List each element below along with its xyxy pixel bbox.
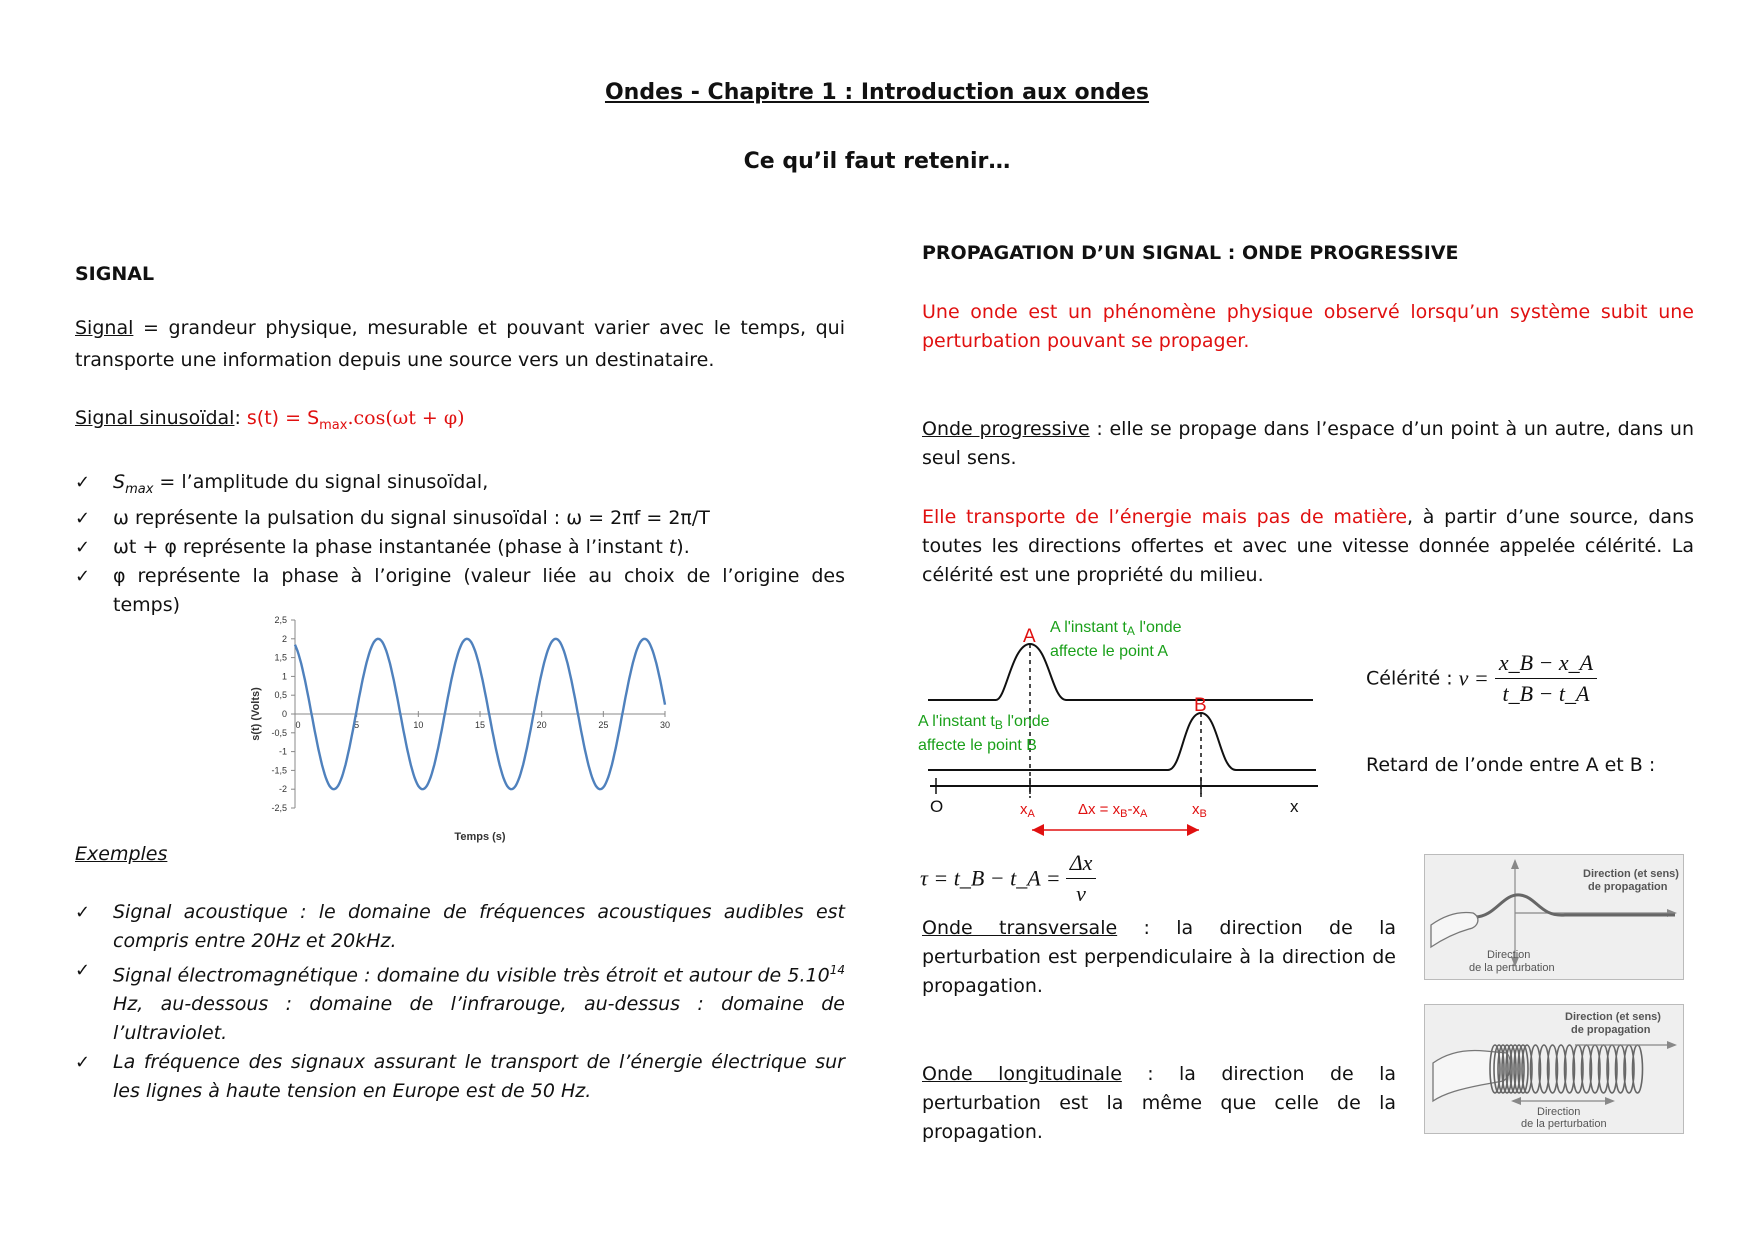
- examples-heading: [75, 838, 167, 870]
- page-title: Ondes - Chapitre 1 : Introduction aux ondes: [604, 80, 1150, 105]
- fig2-dir-prop-1: Direction (et sens): [1565, 1011, 1661, 1023]
- chart-x-tick-label: 30: [659, 720, 671, 730]
- propagation-diagram: [918, 608, 1338, 838]
- bullet-amplitude-var: S: [113, 471, 126, 493]
- chart-y-tick-label: 2: [281, 633, 287, 644]
- chart-y-tick-label: 0: [281, 709, 287, 719]
- chart-y-tick-label: -2: [278, 784, 287, 795]
- celerite-fraction: [1495, 650, 1597, 707]
- chart-x-tick-label: 5: [354, 720, 360, 730]
- formula-part-b: .cos(ωt + φ): [347, 407, 465, 429]
- chart-y-tick-label: -2,5: [271, 803, 287, 813]
- note-b-line2: affecte le point B: [918, 737, 1037, 754]
- chart-y-tick-label: 1: [281, 671, 287, 682]
- formula-sub: max: [319, 417, 348, 433]
- fig2-dir-pert-2: de la perturbation: [1521, 1118, 1607, 1130]
- fig1-dir-pert-2: de la perturbation: [1469, 962, 1555, 974]
- bullet-amplitude: [75, 468, 845, 504]
- onde-definition: Une onde est un phénomène physique observé lorsqu’un système subit une perturbation pouvant se propager.: [922, 301, 1694, 352]
- bullet-phase-t: t: [668, 535, 677, 558]
- celerite-denominator: t_B − t_A: [1502, 681, 1590, 706]
- fig2-prop-arrow: [1667, 1041, 1677, 1049]
- bullet-phase-b: ).: [676, 535, 690, 558]
- fig1-dir-pert-1: Direction: [1487, 949, 1531, 961]
- onde-progressive: [922, 415, 1694, 473]
- tau-formula: [920, 850, 1096, 907]
- example-acoustic: ✓ Signal acoustique : le domaine de fréquences acoustiques audibles est compris entre 20Hz et 20kHz.: [75, 898, 845, 956]
- onde-longitudinale: [922, 1060, 1396, 1147]
- label-a: A: [1023, 626, 1036, 647]
- bullet-phase-instant: [75, 533, 845, 562]
- example-em-sup: 14: [829, 963, 845, 977]
- fig1-rope: [1475, 895, 1675, 917]
- fig2-dir-pert-1: Direction: [1537, 1106, 1581, 1118]
- onde-transversale: [922, 914, 1396, 1001]
- chart-y-tick-label: 2,5: [274, 615, 287, 625]
- signal-term: Signal: [75, 317, 134, 339]
- example-em-b: Hz, au-dessous : domaine de l’infrarouge, au-dessus : domaine de l’ultraviolet.: [113, 993, 845, 1045]
- tau-numerator: Δx: [1066, 850, 1097, 879]
- chart-x-tick-label: 15: [474, 720, 486, 730]
- formula-part-a: s(t) = S: [246, 407, 320, 429]
- celerite-numerator: x_B − x_A: [1495, 650, 1597, 679]
- axis-xb: $x_B$: [1192, 801, 1207, 820]
- note-a-line1: A l'instant tA l'onde: [1050, 619, 1182, 638]
- fig1-arrow-up: [1511, 859, 1519, 869]
- fig1-dir-prop-2: de propagation: [1588, 881, 1668, 893]
- note-b-line1: A l'instant tB l'onde: [918, 713, 1050, 732]
- energy-paragraph: [922, 503, 1694, 590]
- celerite-formula: [1366, 650, 1597, 707]
- bullet-pulsation: ✓ ω représente la pulsation du signal sinusoïdal : ω = 2πf = 2π/T: [75, 504, 845, 533]
- sinusoid-chart: [245, 608, 685, 848]
- axis-xa: $x_A$: [1020, 801, 1035, 820]
- fig2-arrow-left: [1511, 1097, 1521, 1105]
- transversale-term: Onde transversale: [922, 917, 1118, 939]
- bullet-phase-a: ωt + φ représente la phase instantanée (phase à l’instant: [113, 535, 669, 558]
- chart-x-label: Temps (s): [454, 831, 506, 843]
- energy-red-text: Elle transporte de l’énergie mais pas de matière: [922, 506, 1408, 528]
- fig1-dir-prop-1: Direction (et sens): [1583, 868, 1679, 880]
- delta-x-arrow-left: [1032, 824, 1044, 836]
- axis-x-label: x: [1290, 797, 1299, 816]
- fig2-arrow-right: [1605, 1097, 1615, 1105]
- celerite-v: v =: [1458, 665, 1489, 691]
- tau-denominator: v: [1076, 881, 1086, 906]
- tau-fraction: [1066, 850, 1097, 907]
- examples-list: [75, 898, 845, 1106]
- longitudinale-term: Onde longitudinale: [922, 1063, 1122, 1085]
- energy-text: , à partir d’une source, dans toutes les directions offertes et avec une vitesse donnée appelée célérité. La célérité est une propriété du milieu.: [922, 506, 1694, 586]
- chart-y-tick-label: -1: [278, 746, 287, 757]
- page-subtitle: Ce qu’il faut retenir…: [743, 149, 1011, 174]
- transversale-text: : la direction de la perturbation est perpendiculaire à la direction de propagation.: [922, 917, 1396, 997]
- onde-progressive-term: Onde progressive: [922, 418, 1090, 440]
- delta-x-arrow-right: [1187, 824, 1199, 836]
- signal-definition: [75, 312, 845, 376]
- chart-y-tick-label: 0,5: [274, 690, 287, 701]
- sinus-colon: :: [234, 407, 247, 429]
- chart-x-tick-label: 0: [295, 720, 301, 730]
- signal-heading: SIGNAL: [75, 263, 155, 285]
- tau-lhs: τ = t_B − t_A =: [920, 865, 1061, 891]
- sinus-formula: [246, 407, 465, 433]
- chart-y-tick-label: -1,5: [271, 765, 287, 776]
- fig2-spring: [1490, 1045, 1643, 1093]
- axis-delta-x: $\Delta x = x_B-x_A$: [1078, 801, 1148, 820]
- example-electromagnetic: [75, 956, 845, 1048]
- axis-origin: O: [930, 797, 944, 816]
- bullet-amplitude-sub: max: [125, 481, 154, 497]
- fig1-hand: [1431, 913, 1478, 948]
- retard-label: Retard de l’onde entre A et B :: [1366, 754, 1656, 776]
- chart-x-tick-label: 25: [598, 720, 609, 730]
- propagation-heading: PROPAGATION D’UN SIGNAL : ONDE PROGRESSIVE: [922, 242, 1459, 264]
- chart-y-tick-label: 1,5: [274, 652, 287, 663]
- sinus-line: [75, 402, 845, 442]
- note-a-line2: affecte le point A: [1050, 643, 1169, 660]
- celerite-label: Célérité :: [1366, 667, 1459, 690]
- signal-definition-text: = grandeur physique, mesurable et pouvant varier avec le temps, qui transporte une information depuis une source vers un destinataire.: [75, 317, 845, 371]
- bullet-amplitude-text: = l’amplitude du signal sinusoïdal,: [153, 471, 489, 493]
- chart-x-tick-label: 20: [536, 720, 547, 730]
- examples-heading-text: Exemples: [75, 843, 168, 865]
- chart-x-tick-label: 10: [413, 720, 424, 730]
- example-power-lines: ✓ La fréquence des signaux assurant le transport de l’énergie électrique sur les lignes à haute tension en Europe est de 50 Hz.: [75, 1048, 845, 1106]
- signal-bullets: [75, 468, 845, 620]
- longitudinal-wave-figure: [1424, 1004, 1684, 1134]
- chart-y-tick-label: -0,5: [271, 727, 287, 738]
- label-b: B: [1194, 695, 1207, 716]
- transverse-wave-figure: [1424, 854, 1684, 980]
- fig2-dir-prop-2: de propagation: [1571, 1024, 1651, 1036]
- bullet-phase-origin: ✓ φ représente la phase à l’origine (valeur liée au choix de l’origine des temps): [75, 562, 845, 620]
- onde-progressive-text: : elle se propage dans l’espace d’un point à un autre, dans un seul sens.: [922, 418, 1694, 469]
- longitudinale-text: : la direction de la perturbation est la même que celle de la propagation.: [922, 1063, 1396, 1143]
- sinus-term: Signal sinusoïdal: [75, 407, 235, 429]
- example-em-a: Signal électromagnétique : domaine du visible très étroit et autour de 5.10: [113, 964, 830, 987]
- chart-y-label: s(t) (Volts): [250, 687, 262, 741]
